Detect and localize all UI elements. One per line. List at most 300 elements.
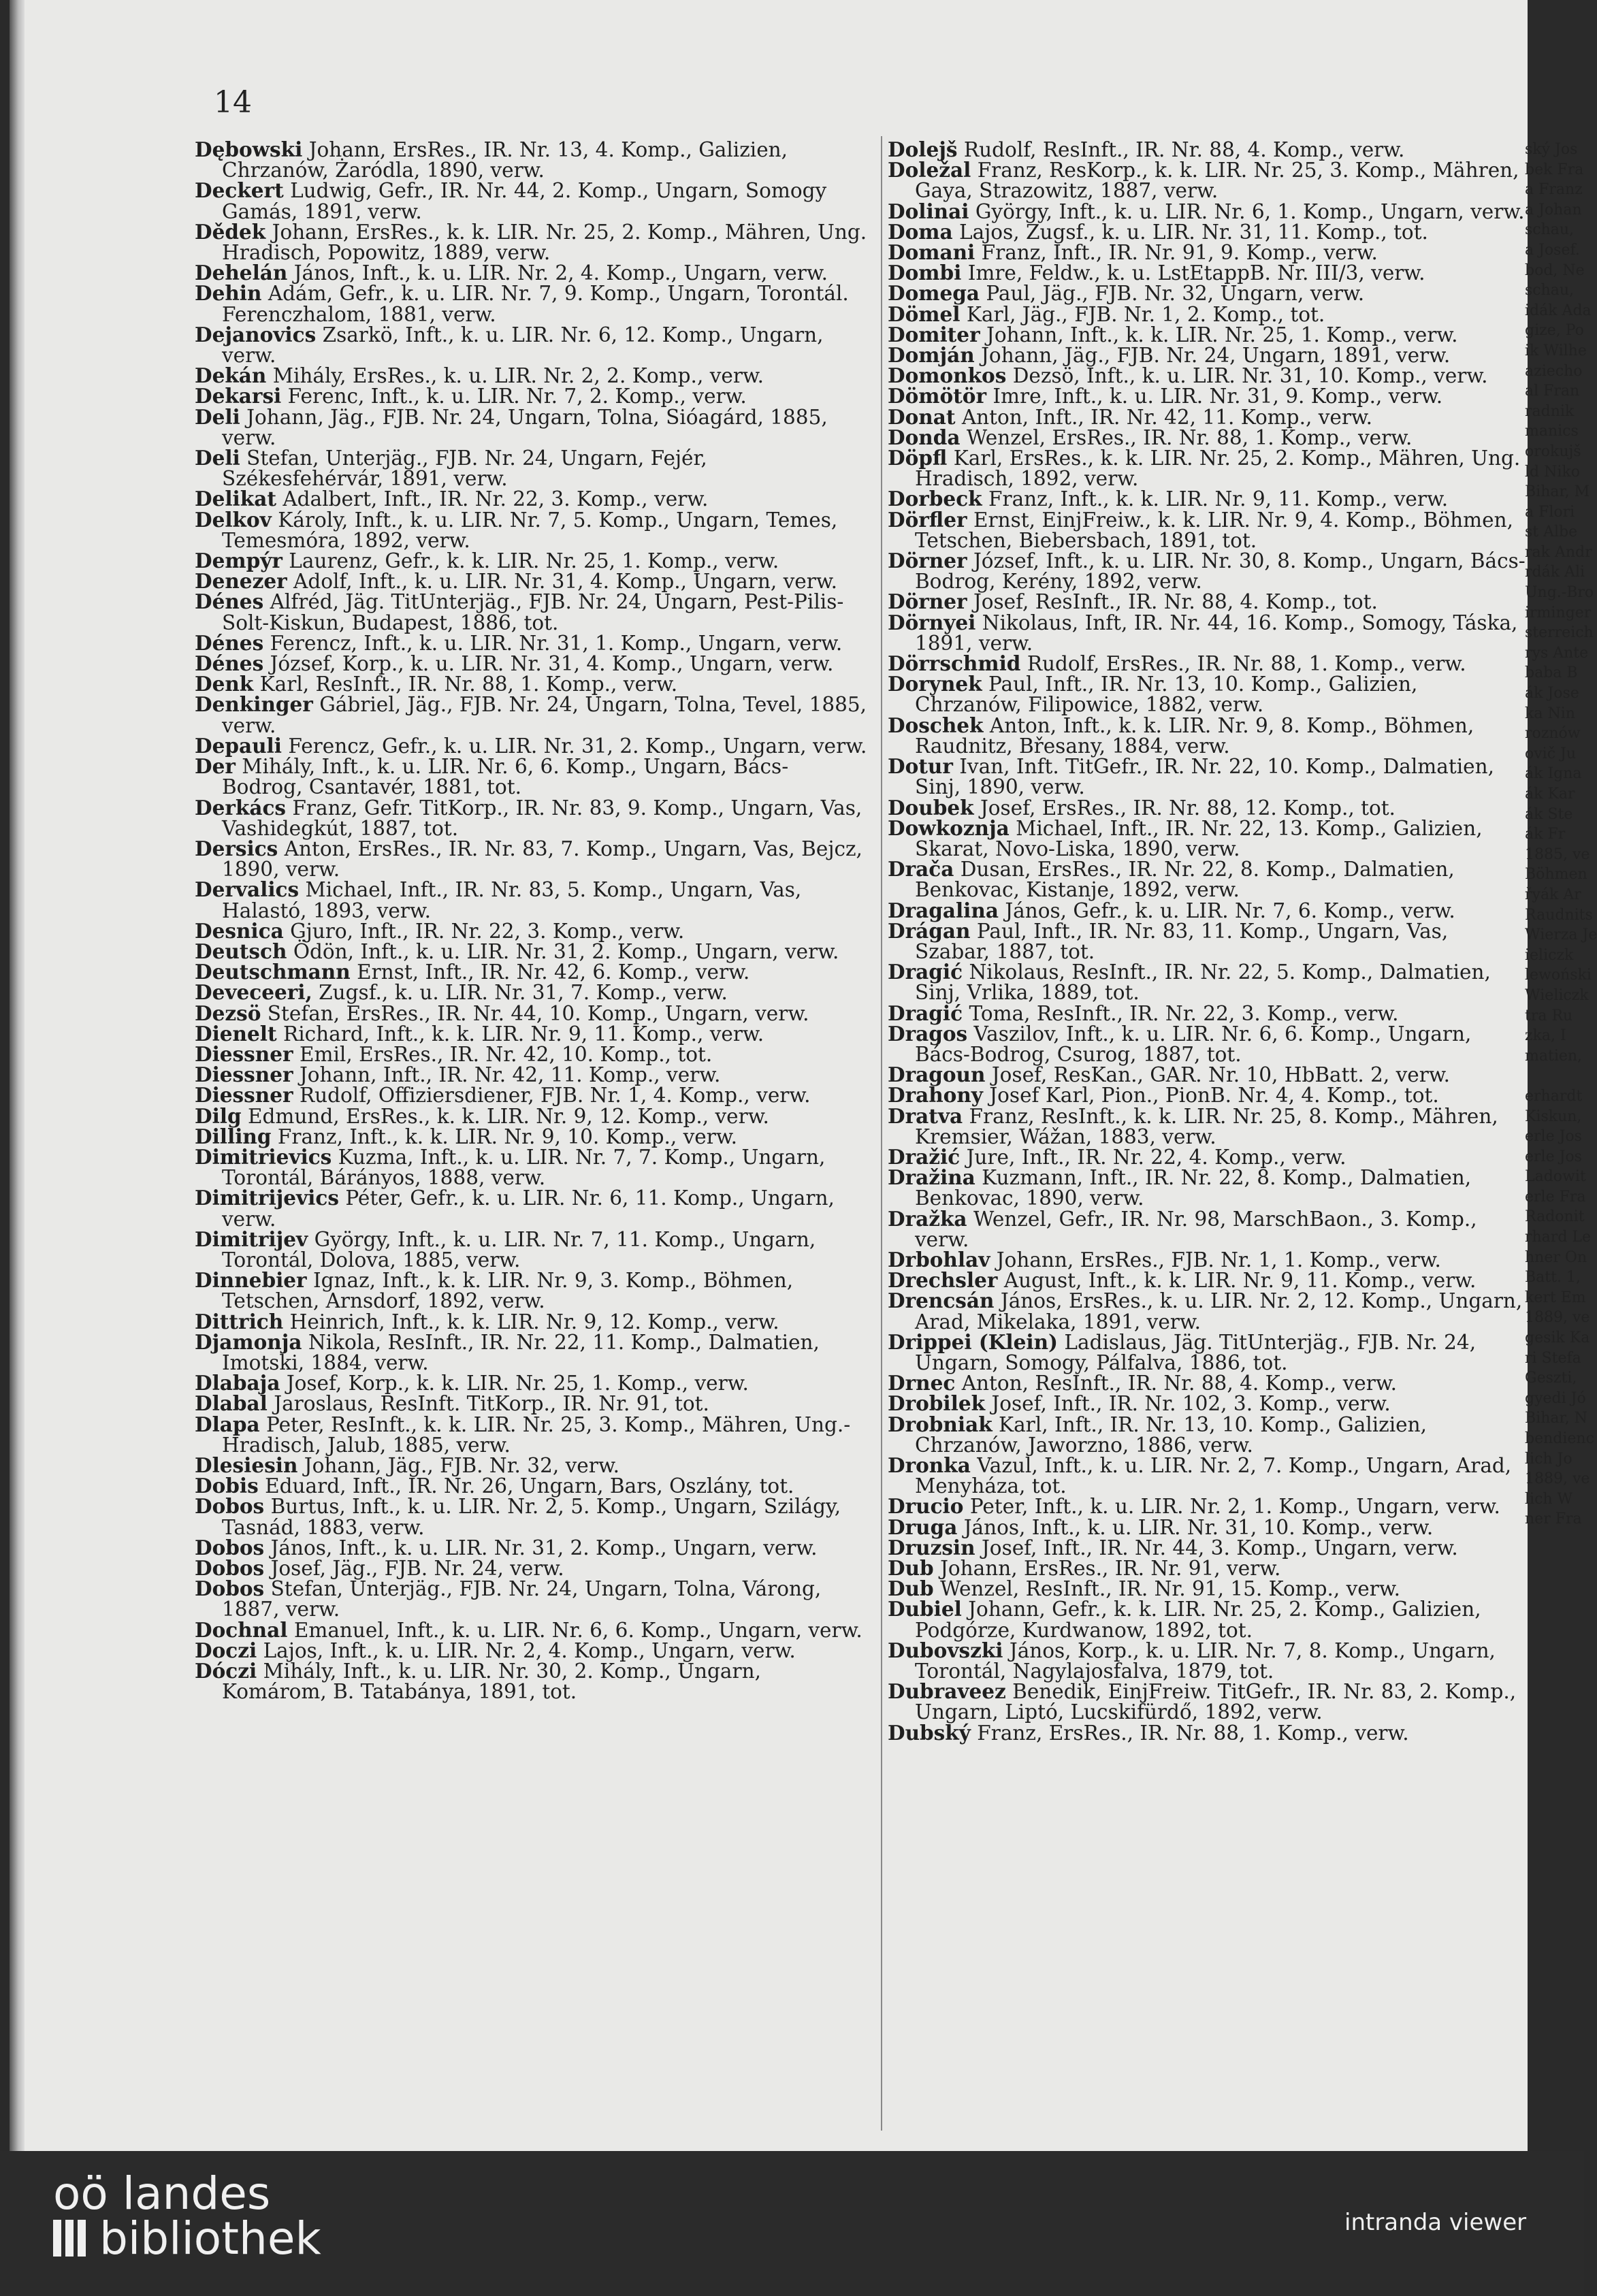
register-entry <box>195 1661 869 1702</box>
entry-details: Stefan, ErsRes., IR. Nr. 44, 10. Komp., Ungarn, verw. <box>267 1001 809 1025</box>
register-entry <box>888 674 1528 715</box>
register-entry <box>888 551 1528 592</box>
register-entry <box>888 242 1528 263</box>
register-entry <box>888 404 1528 429</box>
entry-surname: Dolinai <box>888 199 969 223</box>
entry-details: Ferencz, Gefr., k. u. LIR. Nr. 31, 2. Komp., Ungarn, verw. <box>288 734 867 758</box>
entry-details: Franz, Inft., k. k. LIR. Nr. 9, 10. Komp., verw. <box>277 1125 737 1148</box>
entry-surname: Denk <box>195 672 254 696</box>
entry-surname: Dratva <box>888 1103 963 1128</box>
entry-details: Josef, Inft., IR. Nr. 44, 3. Komp., Ungarn, verw. <box>981 1536 1458 1559</box>
entry-surname: Deli <box>195 404 240 429</box>
entry-surname: Dorbeck <box>888 487 982 511</box>
register-entry <box>195 1085 869 1105</box>
entry-surname: Domani <box>888 240 975 265</box>
entry-details: Eduard, Inft., IR. Nr. 26, Ungarn, Bars, Oszlány, tot. <box>265 1474 794 1498</box>
entry-surname: Dlesiesin <box>195 1453 298 1477</box>
register-entry <box>888 448 1528 489</box>
register-entry <box>195 1144 869 1190</box>
entry-surname: Donda <box>888 425 961 449</box>
register-entry <box>888 160 1528 201</box>
edge-fragment: lich W <box>1525 1490 1573 1508</box>
register-entry <box>888 795 1528 820</box>
register-entry <box>888 1496 1528 1517</box>
register-entry <box>195 733 869 758</box>
entry-surname: Domega <box>888 281 980 306</box>
entry-details: Anton, Inft., k. k. LIR. Nr. 9, 8. Komp., Böhmen, Raudnitz, Břesany, 1884, verw. <box>915 713 1474 758</box>
register-entry <box>195 489 869 509</box>
register-entry <box>195 1579 869 1619</box>
entry-details: Josef Karl, Pion., PionB. Nr. 4, 4. Komp., tot. <box>989 1084 1439 1107</box>
entry-details: Ludwig, Gefr., IR. Nr. 44, 2. Komp., Ungarn, Somogy Gamás, 1891, verw. <box>222 179 827 223</box>
register-entry <box>888 756 1528 797</box>
register-entry <box>195 1455 869 1476</box>
entry-details: Franz, Inft., IR. Nr. 91, 9. Komp., verw. <box>981 241 1378 265</box>
entry-surname: Derkács <box>195 795 287 820</box>
entry-details: Karl, Inft., IR. Nr. 13, 10. Komp., Galizien, Chrzanów, Jaworzno, 1886, verw. <box>915 1412 1427 1457</box>
entry-surname: Dubraveez <box>888 1679 1006 1704</box>
entry-details: Kuzma, Inft., k. u. LIR. Nr. 7, 7. Komp., Ungarn, Torontál, Bárányos, 1888, verw. <box>222 1145 826 1190</box>
entry-surname: Dubiel <box>888 1597 962 1621</box>
register-entry <box>888 219 1528 244</box>
entry-surname: Dragoun <box>888 1063 986 1087</box>
entry-details: Burtus, Inft., k. u. LIR. Nr. 2, 5. Komp., Ungarn, Szilágy, Tasnád, 1883, verw. <box>222 1495 841 1539</box>
entry-surname: Dilling <box>195 1124 272 1148</box>
entry-details: Josef, ErsRes., IR. Nr. 88, 12. Komp., tot. <box>980 796 1396 820</box>
left-column <box>195 140 869 1702</box>
entry-details: Johann, Jäg., FJB. Nr. 24, Ungarn, Tolna, Sióagárd, 1885, verw. <box>222 405 828 449</box>
entry-surname: Dębowski <box>195 138 303 161</box>
register-entry <box>888 1003 1528 1024</box>
register-entry <box>888 815 1528 860</box>
entry-surname: Dronka <box>888 1453 971 1477</box>
entry-surname: Dörner <box>888 589 967 614</box>
register-entry <box>195 1103 869 1128</box>
register-entry <box>888 898 1528 922</box>
entry-details: Ernst, Inft., IR. Nr. 42, 6. Komp., verw. <box>357 960 750 984</box>
register-entry <box>195 1041 869 1066</box>
entry-surname: Dragalina <box>888 898 999 922</box>
entry-details: Alfréd, Jäg. TitUnterjäg., FJB. Nr. 24, Ungarn, Pest-Pilis-Solt-Kiskun, Budapest, 1886, tot. <box>222 590 844 634</box>
register-entry <box>195 363 869 388</box>
entry-surname: Dubský <box>888 1720 971 1745</box>
entry-surname: Dezsö <box>195 1001 261 1025</box>
register-entry <box>195 140 869 180</box>
edge-fragment: 1889, ve <box>1525 1470 1590 1488</box>
edge-fragment: 1885, ve <box>1525 845 1590 863</box>
entry-surname: Dragić <box>888 960 963 984</box>
entry-details: Kuzmann, Inft., IR. Nr. 22, 8. Komp., Dalmatien, Benkovac, 1890, verw. <box>915 1166 1472 1210</box>
register-entry <box>195 283 869 324</box>
register-entry <box>195 630 869 655</box>
edge-fragment: gesik Ka <box>1525 1329 1590 1347</box>
register-entry <box>195 263 869 283</box>
entry-details: Anton, ResInft., IR. Nr. 88, 4. Komp., verw. <box>961 1372 1397 1395</box>
entry-surname: Domiter <box>888 322 980 346</box>
library-logo[interactable] <box>53 2167 321 2265</box>
entry-surname: Dinnebier <box>195 1268 307 1293</box>
register-entry <box>888 304 1528 325</box>
edge-fragment: rak Andr <box>1525 543 1592 561</box>
entry-surname: Diessner <box>195 1083 293 1107</box>
edge-fragment: Batt. 1, <box>1525 1269 1581 1287</box>
register-entry <box>195 322 869 368</box>
register-entry <box>888 1720 1528 1745</box>
entry-details: Ernst, EinjFreiw., k. k. LIR. Nr. 9, 4. Komp., Böhmen, Tetschen, Biebersbach, 1891, tot. <box>915 508 1513 552</box>
entry-surname: Deckert <box>195 178 284 203</box>
entry-details: Johann, Inft., k. k. LIR. Nr. 25, 1. Komp., verw. <box>986 323 1458 346</box>
entry-surname: Drencsán <box>888 1289 995 1313</box>
entry-details: Franz, ErsRes., IR. Nr. 88, 1. Komp., verw. <box>977 1721 1409 1745</box>
entry-surname: Djamonja <box>195 1329 302 1354</box>
scanned-page <box>10 0 1528 2151</box>
edge-fragment: ák Igna <box>1525 765 1582 783</box>
entry-details: Dezsö, Inft., k. u. LIR. Nr. 31, 10. Komp., verw. <box>1012 364 1488 388</box>
register-entry <box>888 427 1528 448</box>
register-entry <box>888 1558 1528 1579</box>
register-entry <box>195 941 869 962</box>
register-entry <box>195 1558 869 1579</box>
entry-surname: Diessner <box>195 1041 293 1066</box>
entry-details: Ladislaus, Jäg. TitUnterjäg., FJB. Nr. 24, Ungarn, Somogy, Pálfalva, 1886, tot. <box>915 1330 1477 1374</box>
register-entry <box>888 1167 1528 1208</box>
book-spine <box>10 0 25 2151</box>
register-entry <box>195 674 869 694</box>
entry-surname: Deveceeri, <box>195 980 312 1005</box>
edge-fragment: bendienc <box>1525 1430 1594 1447</box>
register-entry <box>195 918 869 943</box>
entry-details: Nikolaus, ResInft., IR. Nr. 22, 5. Komp., Dalmatien, Sinj, Vrlika, 1889, tot. <box>915 960 1491 1005</box>
register-entry <box>195 962 869 982</box>
edge-fragment: a Franz <box>1525 181 1583 199</box>
edge-fragment: erhardt <box>1525 1087 1583 1105</box>
register-entry <box>888 1517 1528 1538</box>
entry-surname: Dolejš <box>888 138 958 161</box>
edge-fragment: ik Wilhe <box>1525 342 1587 359</box>
entry-details: Mihály, ErsRes., k. u. LIR. Nr. 2, 2. Komp., verw. <box>272 364 764 388</box>
entry-details: Josef, Jäg., FJB. Nr. 24, verw. <box>270 1557 564 1581</box>
edge-fragment: a Johan <box>1525 201 1582 219</box>
register-entry <box>888 283 1528 304</box>
entry-details: Johann, Jäg., FJB. Nr. 32, verw. <box>304 1454 619 1477</box>
entry-details: Josef, Inft., IR. Nr. 102, 3. Komp., verw. <box>991 1392 1391 1416</box>
entry-details: Johann, ErsRes., IR. Nr. 91, verw. <box>940 1557 1281 1581</box>
entry-details: Wenzel, ErsRes., IR. Nr. 88, 1. Komp., verw. <box>966 425 1413 449</box>
entry-details: Johann, ErsRes., k. k. LIR. Nr. 25, 2. Komp., Mähren, Ung. Hradisch, Popowitz, 1889, verw. <box>222 220 867 265</box>
entry-details: Stefan, Unterjäg., FJB. Nr. 24, Ungarn, Tolna, Várong, 1887, verw. <box>222 1577 822 1621</box>
entry-surname: Desnica <box>195 918 284 943</box>
entry-details: József, Korp., k. u. LIR. Nr. 31, 4. Komp., Ungarn, verw. <box>270 652 834 676</box>
edge-fragment: lich Jo <box>1525 1450 1572 1468</box>
edge-fragment: erle Fra <box>1525 1188 1586 1206</box>
register-entry <box>195 1309 869 1333</box>
entry-details: Johann, ErsRes., IR. Nr. 13, 4. Komp., Galizien, Chrzanów, Żaródla, 1890, verw. <box>222 138 788 182</box>
register-entry <box>888 386 1528 406</box>
edge-fragment: Kiskun, <box>1525 1107 1582 1125</box>
entry-surname: Dorynek <box>888 672 982 696</box>
entry-surname: Delikat <box>195 487 276 511</box>
register-entry <box>195 795 869 840</box>
entry-details: Benedik, EinjFreiw. TitGefr., IR. Nr. 83, 2. Komp., Ungarn, Liptó, Lucskifürdő, 1892, verw. <box>915 1680 1517 1724</box>
entry-surname: Domonkos <box>888 363 1007 388</box>
edge-fragment: ovič Ju <box>1525 745 1577 762</box>
entry-details: Josef, ResInft., IR. Nr. 88, 4. Komp., tot. <box>973 590 1378 614</box>
entry-details: Imre, Feldw., k. u. LstEtappB. Nr. III/3, verw. <box>967 261 1425 285</box>
edge-fragment: Raudnits <box>1525 906 1593 924</box>
entry-surname: Drechsler <box>888 1268 998 1293</box>
entry-details: Josef, ResKan., GAR. Nr. 10, HbBatt. 2, verw. <box>991 1063 1450 1087</box>
entry-details: Josef, Korp., k. k. LIR. Nr. 25, 1. Komp., verw. <box>286 1372 749 1395</box>
entry-details: Imre, Inft., k. u. LIR. Nr. 31, 9. Komp., verw. <box>993 385 1443 408</box>
entry-surname: Dowkoznja <box>888 815 1010 840</box>
register-entry <box>888 363 1528 388</box>
register-entry <box>888 1579 1528 1599</box>
entry-details: Anton, ErsRes., IR. Nr. 83, 7. Komp., Ungarn, Vas, Bejcz, 1890, verw. <box>222 837 862 882</box>
entry-details: Vazul, Inft., k. u. LIR. Nr. 2, 7. Komp., Ungarn, Arad, Menyháza, tot. <box>915 1454 1512 1498</box>
entry-details: Dusan, ErsRes., IR. Nr. 22, 8. Komp., Dalmatien, Benkovac, Kistanje, 1892, verw. <box>915 858 1455 902</box>
edge-fragment <box>1525 1066 1586 1086</box>
viewer-brand[interactable]: intranda viewer <box>1344 2209 1527 2236</box>
edge-fragment: Radonit <box>1525 1208 1585 1226</box>
entry-details: János, Inft., k. u. LIR. Nr. 31, 2. Komp., Ungarn, verw. <box>270 1536 818 1559</box>
edge-fragment: gyedi Jó <box>1525 1389 1586 1407</box>
edge-fragment: ák Ste <box>1525 805 1573 823</box>
entry-details: Károly, Inft., k. u. LIR. Nr. 7, 5. Komp., Ungarn, Temes, Temesmóra, 1892, verw. <box>222 508 838 552</box>
register-entry <box>195 1617 869 1642</box>
entry-details: Toma, ResInft., IR. Nr. 22, 3. Komp., verw. <box>969 1001 1399 1025</box>
edge-fragment: Ung.-Bro <box>1525 584 1594 602</box>
register-entry <box>195 180 869 221</box>
register-entry <box>888 1021 1528 1066</box>
entry-surname: Dehin <box>195 281 262 306</box>
edge-fragment: ri Stefa <box>1525 1349 1581 1367</box>
edge-fragment: Ladowit <box>1525 1168 1586 1186</box>
register-entry <box>888 589 1528 614</box>
entry-surname: Dersics <box>195 836 278 860</box>
entry-details: Edmund, ErsRes., k. k. LIR. Nr. 9, 12. Komp., verw. <box>248 1104 769 1128</box>
entry-surname: Dlapa <box>195 1412 260 1436</box>
entry-details: János, Korp., k. u. LIR. Nr. 7, 8. Komp., Ungarn, Torontál, Nagylajosfalva, 1879, tot. <box>915 1638 1496 1683</box>
entry-details: Wenzel, Gefr., IR. Nr. 98, MarschBaon., 3. Komp., verw. <box>915 1207 1477 1251</box>
entry-surname: Dekán <box>195 363 267 388</box>
edge-fragment: Wierza Je <box>1525 926 1597 944</box>
entry-details: Gjuro, Inft., IR. Nr. 22, 3. Komp., verw. <box>290 919 685 943</box>
entry-details: Péter, Gefr., k. u. LIR. Nr. 6, 11. Komp., Ungarn, verw. <box>222 1186 835 1231</box>
entry-surname: Delkov <box>195 507 272 532</box>
entry-surname: Drobniak <box>888 1412 993 1436</box>
edge-fragment: gize, Po <box>1525 322 1584 340</box>
entry-details: Mihály, Inft., k. u. LIR. Nr. 30, 2. Komp., Ungarn, Komárom, B. Tatabánya, 1891, tot. <box>222 1660 761 1704</box>
logo-line-2: bibliothek <box>99 2212 321 2265</box>
column-divider <box>881 136 882 2131</box>
edge-fragment: Bihar, N <box>1525 1410 1587 1427</box>
entry-surname: Drača <box>888 857 954 882</box>
entry-details: Peter, ResInft., k. k. LIR. Nr. 25, 3. Komp., Mähren, Ung.-Hradisch, Jalub, 1885, verw. <box>222 1412 851 1457</box>
entry-surname: Dragos <box>888 1021 968 1046</box>
entry-surname: Deutsch <box>195 939 287 963</box>
register-entry <box>888 140 1528 160</box>
register-entry <box>195 551 869 571</box>
edge-fragment: ák Kar <box>1525 786 1575 803</box>
edge-fragment: ák Fr <box>1525 826 1566 843</box>
entry-surname: Donat <box>888 404 956 429</box>
entry-surname: Döpfl <box>888 446 948 470</box>
edge-fragment: 1889, ve <box>1525 1309 1590 1327</box>
edge-fragment: Geszti, <box>1525 1370 1577 1387</box>
register-entry <box>195 982 869 1003</box>
entry-surname: Doležal <box>888 158 971 182</box>
edge-fragment: kert Em <box>1525 1289 1586 1306</box>
entry-surname: Der <box>195 754 236 779</box>
entry-details: Karl, ErsRes., k. k. LIR. Nr. 25, 2. Komp., Mähren, Ung. Hradisch, 1892, verw. <box>915 447 1521 491</box>
register-entry <box>195 1373 869 1393</box>
register-entry <box>195 694 869 735</box>
register-entry <box>888 715 1528 756</box>
entry-surname: Dobos <box>195 1535 265 1559</box>
register-entry <box>888 1681 1528 1722</box>
entry-details: Nikola, ResInft., IR. Nr. 22, 11. Komp., Dalmatien, Imotski, 1884, verw. <box>222 1330 820 1374</box>
entry-details: Paul, Jäg., FJB. Nr. 32, Ungarn, verw. <box>986 282 1365 306</box>
right-column <box>888 140 1528 1743</box>
register-entry <box>195 1229 869 1270</box>
edge-fragment: erle Jos <box>1525 1128 1582 1146</box>
edge-fragment: bod, Ne <box>1525 261 1585 279</box>
register-entry <box>195 1640 869 1661</box>
register-entry <box>195 1393 869 1414</box>
entry-details: György, Inft., k. u. LIR. Nr. 7, 11. Komp., Ungarn, Torontál, Dolova, 1885, verw. <box>222 1227 816 1272</box>
register-entry <box>195 1476 869 1496</box>
logo-bars-icon <box>53 2219 94 2256</box>
entry-details: János, Gefr., k. u. LIR. Nr. 7, 6. Komp., verw. <box>1005 899 1455 922</box>
entry-surname: Dragić <box>888 1001 963 1025</box>
entry-details: Ivan, Inft. TitGefr., IR. Nr. 22, 10. Komp., Dalmatien, Sinj, 1890, verw. <box>915 755 1494 799</box>
register-entry <box>195 1065 869 1085</box>
edge-fragment: a Flori <box>1525 503 1575 521</box>
entry-surname: Dénes <box>195 651 264 676</box>
entry-surname: Dervalics <box>195 877 300 902</box>
register-entry <box>888 1103 1528 1148</box>
entry-details: Adám, Gefr., k. u. LIR. Nr. 7, 9. Komp., Ungarn, Torontál. Ferenczhalom, 1881, verw. <box>222 282 849 326</box>
edge-fragment: Wieliczk <box>1525 986 1589 1004</box>
entry-surname: Dobos <box>195 1494 265 1519</box>
entry-surname: Dömel <box>888 302 961 326</box>
register-entry <box>888 1599 1528 1640</box>
entry-surname: Dienelt <box>195 1021 277 1046</box>
entry-details: Franz, Gefr. TitKorp., IR. Nr. 83, 9. Komp., Ungarn, Vas, Vashidegkút, 1887, tot. <box>222 796 862 840</box>
edge-fragment: irminger <box>1525 604 1592 621</box>
register-entry <box>888 489 1528 509</box>
register-entry <box>195 1270 869 1311</box>
edge-fragment: radnik <box>1525 402 1575 420</box>
entry-surname: Dittrich <box>195 1309 284 1333</box>
entry-details: Rudolf, ResInft., IR. Nr. 88, 4. Komp., verw. <box>963 138 1405 161</box>
edge-fragment: lewoński <box>1525 967 1592 984</box>
entry-surname: Druga <box>888 1515 958 1539</box>
logo-line-1: oö landes <box>53 2167 271 2220</box>
register-entry <box>888 962 1528 1003</box>
edge-fragment: orokujš <box>1525 442 1581 460</box>
edge-fragment: schau, <box>1525 282 1575 300</box>
register-entry <box>195 507 869 552</box>
entry-surname: Drobilek <box>888 1391 986 1416</box>
register-entry <box>195 1535 869 1559</box>
entry-details: Ferencz, Inft., k. u. LIR. Nr. 31, 1. Komp., Ungarn, verw. <box>270 631 843 655</box>
register-entry <box>195 1414 869 1455</box>
register-entry <box>888 322 1528 346</box>
entry-surname: Dehelán <box>195 261 288 285</box>
entry-details: August, Inft., k. k. LIR. Nr. 9, 11. Komp., verw. <box>1003 1269 1477 1293</box>
entry-surname: Dekarsi <box>195 384 282 408</box>
entry-details: Jure, Inft., IR. Nr. 22, 4. Komp., verw. <box>966 1145 1346 1169</box>
entry-details: Paul, Inft., IR. Nr. 13, 10. Komp., Galizien, Chrzanów, Filipowice, 1882, verw. <box>915 673 1418 717</box>
entry-details: Zugsf., k. u. LIR. Nr. 31, 7. Komp., verw. <box>319 981 728 1005</box>
register-entry <box>888 1291 1528 1331</box>
register-entry <box>888 1144 1528 1169</box>
register-entry <box>888 201 1528 222</box>
edge-fragment: idák Ada <box>1525 302 1592 319</box>
register-entry <box>888 1373 1528 1393</box>
edge-fragment: baba B <box>1525 664 1578 682</box>
entry-surname: Dilg <box>195 1103 242 1128</box>
entry-surname: Dóczi <box>195 1659 257 1683</box>
entry-surname: Dražka <box>888 1206 967 1231</box>
edge-fragment: rdák Ali <box>1525 564 1585 581</box>
register-entry <box>195 589 869 634</box>
register-entry <box>195 219 869 265</box>
entry-details: Karl, Jäg., FJB. Nr. 1, 2. Komp., tot. <box>966 302 1325 326</box>
entry-details: Lajos, Zugsf., k. u. LIR. Nr. 31, 11. Komp., tot. <box>958 220 1428 244</box>
register-entry <box>888 610 1528 655</box>
edge-fragment: al Fran <box>1525 383 1580 400</box>
edge-fragment: ák Jose <box>1525 685 1579 702</box>
entry-surname: Doczi <box>195 1638 257 1662</box>
entry-surname: Doubek <box>888 795 974 820</box>
register-entry <box>195 756 869 797</box>
entry-details: Michael, Inft., IR. Nr. 22, 13. Komp., Galizien, Skarat, Novo-Liska, 1890, verw. <box>915 816 1483 860</box>
edge-fragment: ld Niko <box>1525 463 1580 481</box>
edge-fragment: ner Fra <box>1525 1510 1582 1528</box>
register-entry <box>888 1414 1528 1455</box>
entry-details: János, Inft., k. u. LIR. Nr. 2, 4. Komp., Ungarn, verw. <box>293 261 828 285</box>
entry-details: Jaroslaus, ResInft. TitKorp., IR. Nr. 91, tot. <box>274 1392 709 1416</box>
entry-details: Wenzel, ResInft., IR. Nr. 91, 15. Komp., verw. <box>940 1577 1400 1601</box>
entry-surname: Dražić <box>888 1144 961 1169</box>
entry-surname: Dlabaja <box>195 1371 280 1395</box>
register-entry <box>888 859 1528 900</box>
entry-details: Johann, Gefr., k. k. LIR. Nr. 25, 2. Komp., Galizien, Podgórze, Kurdwanow, 1892, tot. <box>915 1598 1481 1642</box>
entry-details: Emil, ErsRes., IR. Nr. 42, 10. Komp., tot. <box>299 1042 713 1066</box>
entry-surname: Dörner <box>888 549 967 573</box>
entry-surname: Drippei (Klein) <box>888 1329 1059 1354</box>
edge-fragment: a Josef. <box>1525 241 1580 259</box>
entry-details: Ferenc, Inft., k. u. LIR. Nr. 7, 2. Komp., verw. <box>287 385 747 408</box>
edge-fragment: Bihar, M <box>1525 483 1590 501</box>
register-entry <box>888 1535 1528 1559</box>
register-entry <box>888 1247 1528 1272</box>
edge-fragment: manics <box>1525 423 1579 440</box>
edge-fragment: sterreich <box>1525 624 1594 642</box>
edge-fragment: rhard Le <box>1525 1229 1592 1246</box>
entry-surname: Dotur <box>888 754 953 779</box>
register-entry <box>888 1270 1528 1291</box>
entry-surname: Dörrschmid <box>888 651 1021 676</box>
entry-details: Franz, ResInft., k. k. LIR. Nr. 25, 8. Komp., Mähren, Kremsier, Wážan, 1883, verw. <box>915 1104 1498 1148</box>
register-entry <box>888 1640 1528 1681</box>
entry-details: Mihály, Inft., k. u. LIR. Nr. 6, 6. Komp., Ungarn, Bács-Bodrog, Csantavér, 1881, tot. <box>222 755 789 799</box>
entry-surname: Dobis <box>195 1474 259 1498</box>
register-entry <box>195 448 869 489</box>
register-entry <box>888 653 1528 674</box>
